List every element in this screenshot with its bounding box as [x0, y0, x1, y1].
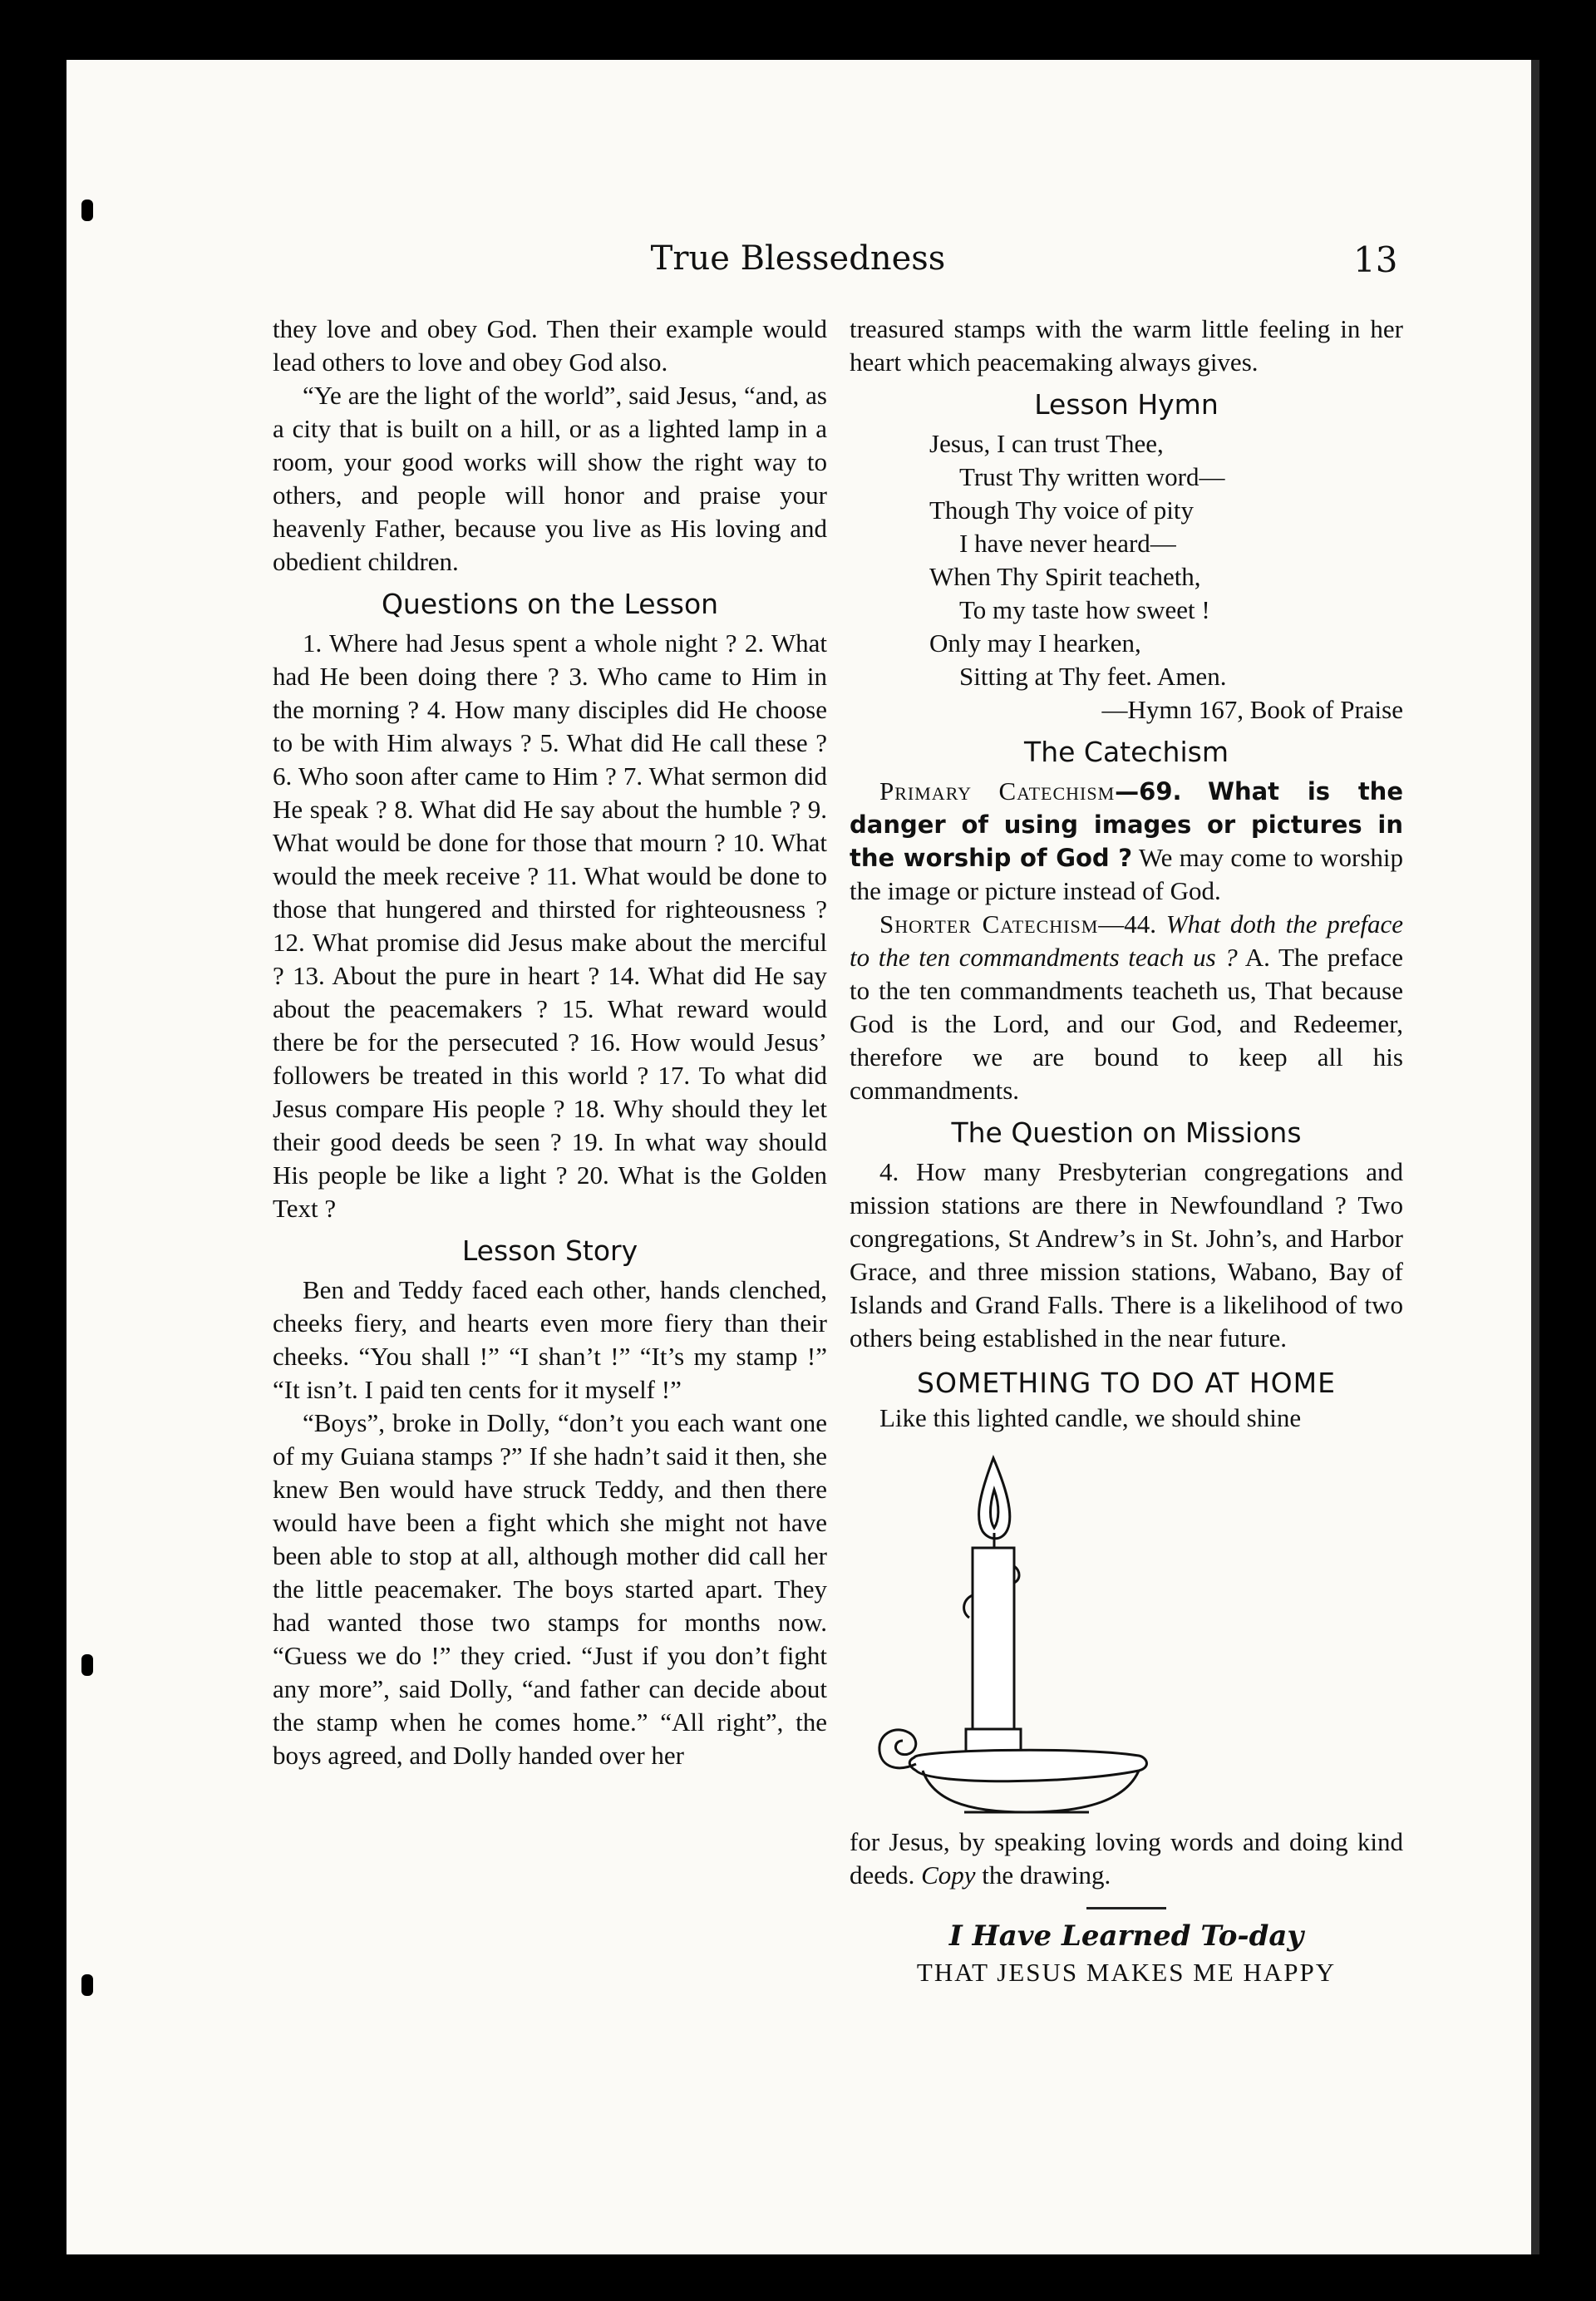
- binding-mark: [81, 1654, 93, 1676]
- story-paragraph: Ben and Teddy faced each other, hands clenched, cheeks fiery, and hearts even more fiery than their cheeks. “You shall !” “I shan’t !” “It’s my stamp !” “It isn’t. I paid ten cents for it myself !”: [273, 1275, 827, 1404]
- divider: [1086, 1907, 1166, 1909]
- paragraph: they love and obey God. Then their example would lead others to love and obey God also.: [273, 314, 827, 377]
- binding-mark: [81, 1974, 93, 1996]
- candle-illustration: [864, 1441, 1363, 1824]
- primary-label: Primary Catechism: [879, 776, 1116, 806]
- hymn-heading: Lesson Hymn: [1034, 388, 1219, 421]
- paragraph: “Ye are the light of the world”, said Jesus, “and, as a city that is built on a hill, or as a lighted lamp in a room, your good works will show the right way to others, and people will honor and praise your heavenly Father, because you live as His loving and obedient children.: [273, 381, 827, 576]
- story-paragraph: “Boys”, broke in Dolly, “don’t you each want one of my Guiana stamps ?” If she hadn’t said it then, she knew Ben would have struck Teddy, and then there would have been a fight which she might not have been able to stop at all, although mother did call her the little peacemaker. The boys started apart. They had wanted those two stamps for months now. “Guess we do !” they cried. “Just if you don’t fight any more”, said Dolly, “and father can decide about the stamp when he comes home.” “All right”, the boys agreed, and Dolly handed over her: [273, 1408, 827, 1770]
- learned-today: I Have Learned To-day: [948, 1919, 1304, 1953]
- shorter-number: —44.: [1098, 909, 1157, 939]
- hymn: [850, 427, 1403, 727]
- hymn-line: Though Thy voice of pity: [929, 495, 1194, 525]
- candle-drawing: [850, 1435, 1403, 1826]
- home-text: Like this lighted candle, we should shine: [879, 1403, 1302, 1432]
- hymn-line: Sitting at Thy feet. Amen.: [959, 662, 1227, 691]
- learned-statement: THAT JESUS MAKES ME HAPPY: [916, 1958, 1337, 1987]
- home-text-part: for Jesus, by speaking loving words and doing kind deeds.: [850, 1827, 1403, 1890]
- running-title: True Blessedness: [650, 239, 946, 278]
- paragraph: treasured stamps with the warm little feeling in her heart which peacemaking always gives.: [850, 314, 1403, 377]
- missions-heading: The Question on Missions: [951, 1116, 1302, 1149]
- primary-question: What is the danger of using images or pictures in the worship of God ?: [850, 777, 1403, 872]
- right-column: [850, 313, 1403, 1989]
- left-column: [273, 313, 827, 1772]
- primary-catechism: [850, 775, 1403, 908]
- home-text: [850, 1826, 1403, 1892]
- hymn-line: Trust Thy written word—: [959, 462, 1225, 491]
- missions-text: 4. How many Presbyterian congregations and mission stations are there in Newfoundland ? Two congregations, St Andrew’s in St. John’s, and Harbor Grace, and three mission stations, Wabano, Bay of Islands and Grand Falls. There is a likelihood of two others being established in the near future.: [850, 1157, 1403, 1353]
- shorter-answer: A. The preface to the ten commandments teacheth us, That because God is the Lord, and our God, and Redeemer, therefore we are bound to keep all his commandments.: [850, 943, 1403, 1105]
- copy-word: Copy: [921, 1860, 976, 1890]
- primary-number: —69.: [1115, 777, 1182, 806]
- hymn-line: When Thy Spirit teacheth,: [929, 562, 1201, 591]
- shorter-label: Shorter Catechism: [879, 909, 1099, 939]
- shorter-question: What doth the preface to the ten commandments teach us ?: [850, 909, 1404, 972]
- shorter-catechism: [850, 908, 1403, 1107]
- hymn-citation: —Hymn 167, Book of Praise: [1101, 695, 1403, 724]
- hymn-line: Jesus, I can trust Thee,: [929, 429, 1164, 458]
- catechism-heading: The Catechism: [1024, 736, 1229, 768]
- page-number: 13: [1353, 239, 1398, 280]
- hymn-line: To my taste how sweet !: [959, 595, 1210, 624]
- home-heading: SOMETHING TO DO AT HOME: [917, 1367, 1336, 1399]
- home-text-part: the drawing.: [982, 1860, 1111, 1890]
- story-heading: Lesson Story: [461, 1234, 638, 1267]
- questions-heading: Questions on the Lesson: [381, 588, 719, 620]
- hymn-line: I have never heard—: [959, 529, 1176, 558]
- primary-answer: We may come to worship the image or picture instead of God.: [850, 843, 1403, 905]
- hymn-line: Only may I hearken,: [929, 628, 1141, 658]
- questions-text: 1. Where had Jesus spent a whole night ? 2. What had He been doing there ? 3. Who came to Him in the morning ? 4. How many disciples did He choose to be with Him always ? 5. What did He call these ? 6. Who soon after came to Him ? 7. What sermon did He speak ? 8. What did He say about the humble ? 9. What would be done for those that mourn ? 10. What would the meek receive ? 11. What would be done to those that hungered and thirsted for righteousness ? 12. What promise did Jesus make about the merciful ? 13. About the pure in heart ? 14. What did He say about the peacemakers ? 15. What reward would there be for the persecuted ? 16. How would Jesus’ followers be treated in this world ? 17. To what did Jesus compare His people ? 18. Why should they let their good deeds be seen ? 19. In what way should His people be like a light ? 20. What is the Golden Text ?: [273, 628, 827, 1223]
- binding-mark: [81, 200, 93, 221]
